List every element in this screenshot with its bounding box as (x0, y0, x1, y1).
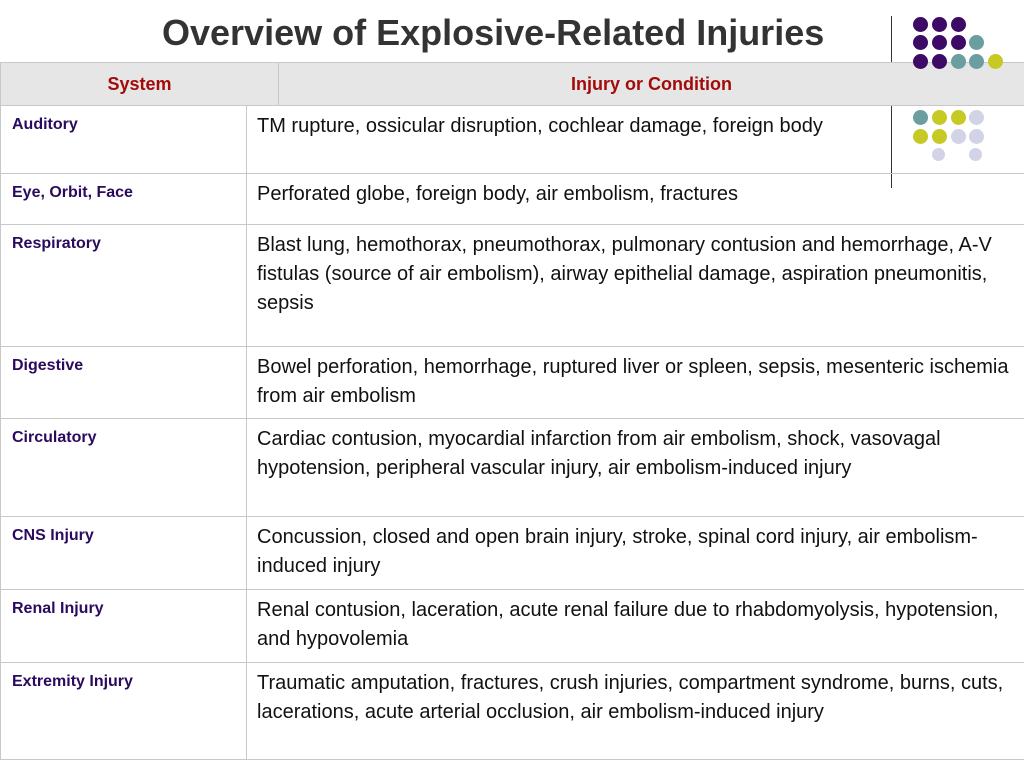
decorative-dot (913, 35, 928, 50)
table-row (1, 347, 1024, 419)
decorative-dot (932, 35, 947, 50)
system-cell: Digestive (1, 347, 247, 419)
decorative-dot (951, 129, 966, 144)
system-cell: Respiratory (1, 225, 247, 347)
table-row (1, 419, 1024, 517)
decorative-dot (969, 110, 984, 125)
decorative-dot (913, 54, 928, 69)
table-row (1, 174, 1024, 225)
injury-cell: Perforated globe, foreign body, air embolism, fractures (247, 174, 1024, 225)
decorative-dot (951, 110, 966, 125)
injury-cell: Concussion, closed and open brain injury, stroke, spinal cord injury, air embolism-induced injury (247, 517, 1024, 590)
injury-cell: Bowel perforation, hemorrhage, ruptured liver or spleen, sepsis, mesenteric ischemia from air embolism (247, 347, 1024, 419)
system-cell: Eye, Orbit, Face (1, 174, 247, 225)
decorative-dot (988, 54, 1003, 69)
injury-table (0, 62, 1024, 760)
decorative-dot (969, 148, 982, 161)
decorative-dot (932, 17, 947, 32)
decorative-dot (969, 35, 984, 50)
table-row (1, 590, 1024, 663)
decorative-dot (932, 54, 947, 69)
decorative-dot (932, 110, 947, 125)
header-system: System (1, 63, 279, 106)
table-row (1, 106, 1024, 174)
decorative-dot (932, 148, 945, 161)
decorative-dot (951, 35, 966, 50)
table-row (1, 225, 1024, 347)
header-injury: Injury or Condition (279, 63, 1024, 106)
decorative-dot (951, 17, 966, 32)
table-row (1, 663, 1024, 760)
injury-cell: Blast lung, hemothorax, pneumothorax, pulmonary contusion and hemorrhage, A-V fistulas (source of air embolism), airway epithelial damage, aspiration pneumonitis, sepsis (247, 225, 1024, 347)
decorative-dot (913, 17, 928, 32)
decorative-dot (913, 129, 928, 144)
system-cell: Auditory (1, 106, 247, 174)
system-cell: Renal Injury (1, 590, 247, 663)
system-cell: CNS Injury (1, 517, 247, 590)
table-header-row (1, 63, 1024, 106)
system-cell: Circulatory (1, 419, 247, 517)
table-row (1, 517, 1024, 590)
decorative-dot (932, 129, 947, 144)
decorative-dot (969, 54, 984, 69)
decorative-dot (969, 129, 984, 144)
injury-cell: TM rupture, ossicular disruption, cochlear damage, foreign body (247, 106, 1024, 174)
decorative-dot (951, 54, 966, 69)
injury-cell: Cardiac contusion, myocardial infarction from air embolism, shock, vasovagal hypotension, peripheral vascular injury, air embolism-induced injury (247, 419, 1024, 517)
decorative-dot (913, 110, 928, 125)
injury-cell: Renal contusion, laceration, acute renal failure due to rhabdomyolysis, hypotension, and hypovolemia (247, 590, 1024, 663)
slide-title: Overview of Explosive-Related Injuries (162, 12, 825, 53)
injury-cell: Traumatic amputation, fractures, crush injuries, compartment syndrome, burns, cuts, lacerations, acute arterial occlusion, air embolism-induced injury (247, 663, 1024, 760)
system-cell: Extremity Injury (1, 663, 247, 760)
